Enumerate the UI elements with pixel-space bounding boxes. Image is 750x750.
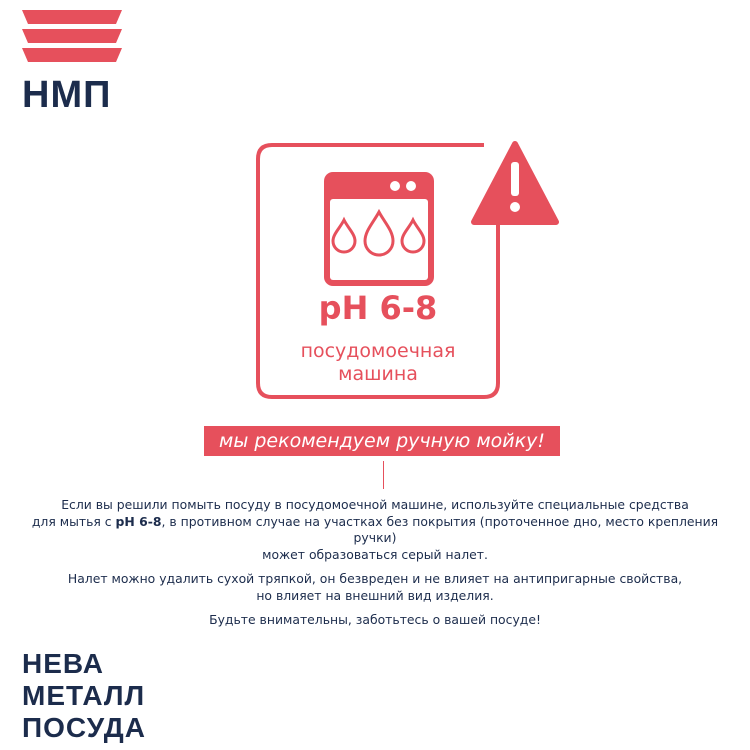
ph-value: pH 6-8	[318, 289, 438, 327]
paragraph-2	[20, 571, 730, 604]
paragraph-3	[20, 612, 730, 629]
paragraph-1	[20, 497, 730, 563]
paragraph-1-line2-after: , в противном случае на участках без покрытия (проточенное дно, место крепления ручки)	[161, 513, 719, 545]
recommendation-banner: мы рекомендуем ручную мойку!	[204, 426, 560, 456]
paragraph-1-line2	[20, 514, 730, 547]
paragraph-1-line2-before: для мытья с	[31, 513, 116, 529]
brand-name	[22, 648, 146, 744]
instructions-text	[20, 497, 730, 637]
brand-line2: МЕТАЛЛ	[22, 680, 146, 711]
paragraph-1-line1: Если вы решили помыть посуду в посудомоечной машине, используйте специальные средства	[61, 497, 689, 512]
warning-triangle-icon	[474, 144, 556, 222]
dishwasher-label	[258, 340, 498, 386]
dishwasher-label-line1: посудомоечная	[300, 340, 456, 362]
brand-line1: НЕВА	[22, 648, 104, 679]
ph-bold: pH 6-8	[115, 513, 162, 529]
paragraph-1-line3: может образоваться серый налет.	[262, 546, 488, 562]
dishwasher-label-line2: машина	[338, 363, 418, 385]
logo-stripes	[22, 10, 122, 80]
brand-line3: ПОСУДА	[22, 712, 146, 743]
divider-line	[383, 461, 384, 489]
paragraph-2-line2: но влияет на внешний вид изделия.	[256, 587, 494, 603]
dishwasher-icon	[324, 172, 434, 286]
logo-abbreviation: НМП	[22, 74, 112, 116]
paragraph-2-line1: Налет можно удалить сухой тряпкой, он безвреден и не влияет на антипригарные свойства,	[67, 571, 683, 586]
paragraph-3-line1: Будьте внимательны, заботьтесь о вашей посуде!	[209, 612, 541, 627]
